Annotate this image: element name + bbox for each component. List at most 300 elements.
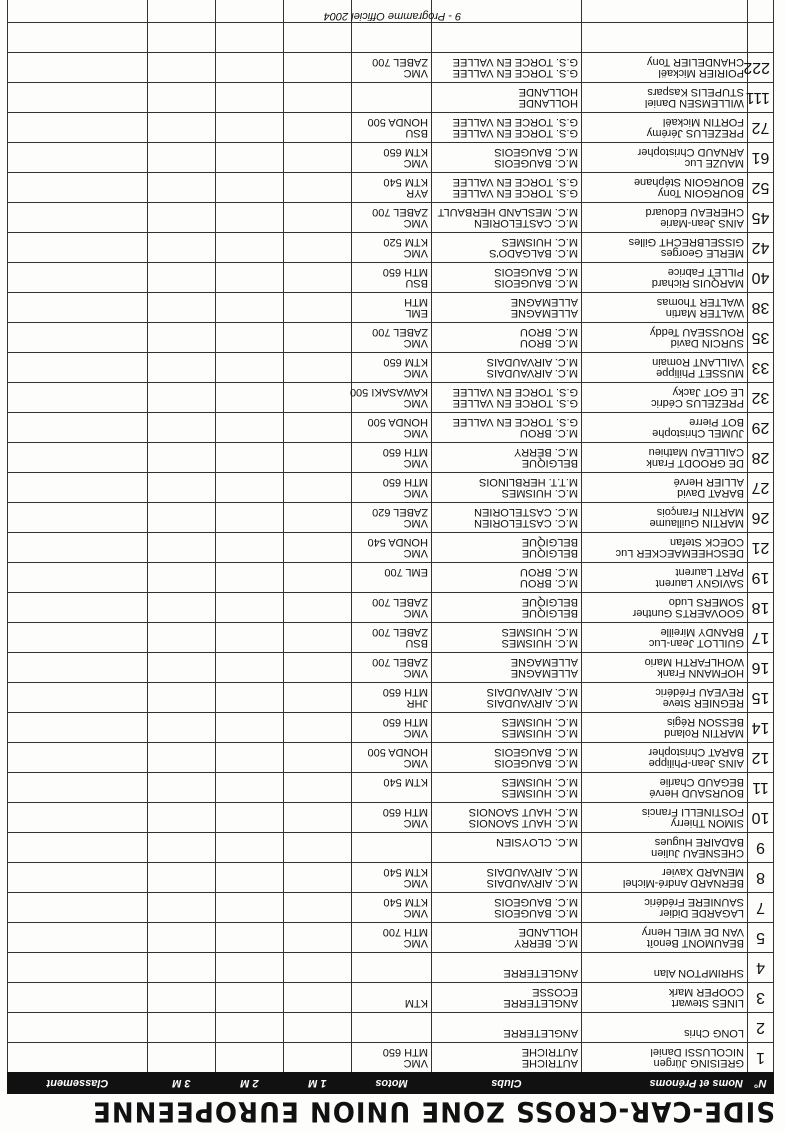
entry-clubs: [432, 833, 582, 863]
entry-clubs: [432, 683, 582, 713]
result-2m: [216, 323, 284, 353]
entry-clubs: [432, 953, 582, 983]
result-classement: [8, 713, 148, 743]
names-line-2: WALTER Thomas: [656, 296, 744, 309]
result-2m: [216, 113, 284, 143]
names-line-1: BARAT David: [677, 487, 744, 500]
motos-line-1: VMC: [403, 367, 428, 380]
names-line-1: AINS Jean-Marie: [660, 217, 744, 230]
entry-motos: [352, 263, 432, 293]
entry-clubs: [432, 1013, 582, 1043]
names-line-1: WILLEMSEN Daniel: [644, 97, 744, 110]
entry-motos: [352, 353, 432, 383]
motos-line-2: ZABEL 700: [372, 656, 428, 669]
result-2m: [216, 143, 284, 173]
entry-clubs: [432, 263, 582, 293]
result-1m: [284, 383, 352, 413]
result-3m: [148, 593, 216, 623]
clubs-line-2: G.S. TORCE EN VALLEE: [452, 176, 578, 189]
result-1m: [284, 773, 352, 803]
motos-line-1: VMC: [403, 937, 428, 950]
result-classement: [8, 293, 148, 323]
clubs-line-1: M.C. AIRVAUDAIS: [486, 877, 578, 890]
names-line-1: [585, 38, 744, 49]
motos-line-2: MTH 650: [382, 476, 428, 489]
names-line-1: CHESNEAU Julien: [651, 847, 744, 860]
names-line-2: LE GOT Jacky: [672, 386, 744, 399]
result-1m: [284, 323, 352, 353]
table-row: [8, 83, 774, 113]
result-1m: [284, 653, 352, 683]
result-3m: [148, 623, 216, 653]
entry-clubs: [432, 443, 582, 473]
result-3m: [148, 983, 216, 1013]
entry-number: 1: [748, 1043, 774, 1073]
names-line-1: DESCHEEMAECKER Luc: [615, 547, 744, 560]
table-row: [8, 383, 774, 413]
entry-names: [582, 323, 748, 353]
clubs-line-1: M.C. BAUGEOIS: [494, 757, 578, 770]
result-2m: [216, 473, 284, 503]
result-1m: [284, 23, 352, 53]
motos-line-2: MTH 650: [382, 266, 428, 279]
clubs-line-1: HOLLANDE: [518, 97, 578, 110]
motos-line-2: HONDA 500: [367, 416, 428, 429]
names-line-1: HOFMANN Frank: [657, 667, 744, 680]
names-line-2: BEGAUD Charlie: [659, 776, 744, 789]
header-names: Noms et Prénoms: [582, 1073, 748, 1094]
result-2m: [216, 263, 284, 293]
motos-line-1: KTM: [404, 997, 428, 1010]
entry-names: [582, 443, 748, 473]
clubs-line-1: M.C. BAUGEOIS: [494, 907, 578, 920]
result-1m: [284, 83, 352, 113]
motos-line-1: JHR: [406, 697, 428, 710]
clubs-line-2: M.C. BROU: [519, 326, 578, 339]
entry-clubs: [432, 893, 582, 923]
table-row: [8, 833, 774, 863]
clubs-line-1: ANGLETERRE: [503, 997, 578, 1010]
motos-line-1: [355, 788, 428, 799]
entry-number: 19: [748, 563, 774, 593]
names-line-2: NICOLUSSI Daniel: [650, 1046, 744, 1059]
table-row: [8, 593, 774, 623]
clubs-line-1: M.C. BERRY: [514, 937, 578, 950]
table-row: [8, 773, 774, 803]
entry-number: 8: [748, 863, 774, 893]
table-row: [8, 323, 774, 353]
entry-motos: [352, 233, 432, 263]
table-row: [8, 503, 774, 533]
clubs-line-1: [435, 848, 578, 859]
result-classement: [8, 563, 148, 593]
motos-line-1: VMC: [403, 247, 428, 260]
result-2m: [216, 503, 284, 533]
table-row: [8, 443, 774, 473]
clubs-line-2: M.C. AIRVAUDAIS: [486, 356, 578, 369]
motos-line-1: VMC: [403, 1057, 428, 1070]
table-row: [8, 743, 774, 773]
result-1m: [284, 203, 352, 233]
names-line-1: SURCIN David: [670, 337, 744, 350]
entry-motos: [352, 833, 432, 863]
names-line-2: [585, 1017, 744, 1028]
names-line-1: POIRIER Mickaël: [658, 67, 744, 80]
result-1m: [284, 953, 352, 983]
motos-line-2: HONDA 500: [367, 746, 428, 759]
clubs-line-1: ALLEMAGNE: [510, 307, 578, 320]
entry-clubs: [432, 983, 582, 1013]
names-line-1: SIMON Thierry: [670, 817, 744, 830]
result-1m: [284, 293, 352, 323]
names-line-2: ALLIER Hervé: [673, 476, 744, 489]
clubs-line-2: ALLEMAGNE: [510, 296, 578, 309]
result-1m: [284, 233, 352, 263]
motos-line-2: ZABEL 700: [372, 596, 428, 609]
result-classement: [8, 473, 148, 503]
entry-names: [582, 503, 748, 533]
names-line-2: FOSTINELLI Francis: [641, 806, 744, 819]
entry-clubs: [432, 623, 582, 653]
entry-names: [582, 743, 748, 773]
result-1m: [284, 143, 352, 173]
names-line-2: VAN DE WIEL Henry: [641, 926, 744, 939]
clubs-line-1: ANGLETERRE: [503, 1027, 578, 1040]
entry-motos: [352, 803, 432, 833]
motos-line-1: VMC: [403, 727, 428, 740]
table-row: [8, 203, 774, 233]
table-row: [8, 533, 774, 563]
names-line-2: GISSELBRECHT Gilles: [628, 236, 744, 249]
result-classement: [8, 983, 148, 1013]
clubs-line-2: [435, 957, 578, 968]
entry-names: [582, 863, 748, 893]
entry-motos: [352, 413, 432, 443]
entry-names: [582, 1043, 748, 1073]
result-classement: [8, 383, 148, 413]
names-line-2: [585, 27, 744, 38]
result-3m: [148, 863, 216, 893]
motos-line-2: [355, 27, 428, 38]
header-3m: 3 M: [148, 1073, 216, 1094]
clubs-line-2: M.T.T. HERBLINOIS: [478, 476, 578, 489]
clubs-line-2: M.C. HUISMES: [501, 716, 578, 729]
result-2m: [216, 683, 284, 713]
result-classement: [8, 803, 148, 833]
result-2m: [216, 23, 284, 53]
entry-number: 33: [748, 353, 774, 383]
table-row: [8, 1013, 774, 1043]
entry-motos: [352, 83, 432, 113]
clubs-line-2: [435, 27, 578, 38]
clubs-line-1: ANGLETERRE: [503, 967, 578, 980]
names-line-2: BADAIRE Hugues: [654, 836, 744, 849]
table-row: [8, 173, 774, 203]
motos-line-1: [355, 1028, 428, 1039]
motos-line-2: KTM 650: [383, 146, 428, 159]
clubs-line-1: ALLEMAGNE: [510, 667, 578, 680]
result-classement: [8, 263, 148, 293]
result-2m: [216, 383, 284, 413]
result-2m: [216, 863, 284, 893]
table-row: [8, 473, 774, 503]
motos-line-2: ZABEL 700: [372, 206, 428, 219]
clubs-line-1: M.C. HAUT SAONOIS: [468, 817, 578, 830]
clubs-line-1: M.C. BROU: [519, 337, 578, 350]
motos-line-1: VMC: [403, 217, 428, 230]
motos-line-2: MTH 650: [382, 686, 428, 699]
result-3m: [148, 953, 216, 983]
names-line-2: VAILLANT Romain: [652, 356, 744, 369]
result-3m: [148, 203, 216, 233]
entry-number: 32: [748, 383, 774, 413]
entry-names: [582, 953, 748, 983]
entry-clubs: [432, 353, 582, 383]
entry-clubs: [432, 143, 582, 173]
entry-names: [582, 713, 748, 743]
result-1m: [284, 533, 352, 563]
motos-line-1: VMC: [403, 157, 428, 170]
entry-number: 17: [748, 623, 774, 653]
motos-line-2: KTM 540: [383, 176, 428, 189]
table-row: [8, 233, 774, 263]
entry-motos: [352, 743, 432, 773]
names-line-1: DE GROODT Frank: [646, 457, 744, 470]
result-1m: [284, 563, 352, 593]
names-line-2: BOT Pierre: [689, 416, 744, 429]
entry-motos: [352, 173, 432, 203]
motos-line-2: ZABEL 700: [372, 626, 428, 639]
names-line-1: GUILLOT Jean-Luc: [648, 637, 744, 650]
motos-line-2: MTH 650: [382, 716, 428, 729]
result-3m: [148, 1013, 216, 1043]
clubs-line-1: M.C. HUISMES: [501, 727, 578, 740]
motos-line-1: VMC: [403, 457, 428, 470]
result-classement: [8, 23, 148, 53]
table-row: [8, 953, 774, 983]
entry-names: [582, 353, 748, 383]
clubs-line-1: [435, 38, 578, 49]
names-line-1: PREZELUS Cédric: [651, 397, 744, 410]
motos-line-1: [355, 98, 428, 109]
clubs-line-1: M.C. AIRVAUDAIS: [486, 367, 578, 380]
result-1m: [284, 713, 352, 743]
result-classement: [8, 773, 148, 803]
names-line-2: SOMERS Ludo: [668, 596, 744, 609]
entry-names: [582, 803, 748, 833]
table-row: [8, 413, 774, 443]
result-2m: [216, 563, 284, 593]
entry-number: 4: [748, 953, 774, 983]
entry-number: 40: [748, 263, 774, 293]
result-1m: [284, 983, 352, 1013]
entry-number: [748, 23, 774, 53]
motos-line-1: VMC: [403, 907, 428, 920]
result-3m: [148, 803, 216, 833]
table-row: [8, 923, 774, 953]
entry-clubs: [432, 653, 582, 683]
entry-number: 7: [748, 893, 774, 923]
names-line-1: SAVIGNY Laurent: [655, 577, 744, 590]
result-2m: [216, 773, 284, 803]
result-classement: [8, 443, 148, 473]
clubs-line-2: BELGIQUE: [521, 536, 578, 549]
result-1m: [284, 263, 352, 293]
motos-line-2: KTM 520: [383, 236, 428, 249]
clubs-line-1: M.C. HUISMES: [501, 487, 578, 500]
result-2m: [216, 1013, 284, 1043]
table-row: [8, 983, 774, 1013]
result-2m: [216, 233, 284, 263]
result-classement: [8, 233, 148, 263]
names-line-1: BOURSAUD Hervé: [649, 787, 744, 800]
entry-names: [582, 293, 748, 323]
motos-line-1: EML: [405, 307, 428, 320]
result-1m: [284, 893, 352, 923]
entry-number: 35: [748, 323, 774, 353]
motos-line-1: AYR: [406, 187, 428, 200]
entry-motos: [352, 473, 432, 503]
entry-names: [582, 83, 748, 113]
entry-motos: [352, 113, 432, 143]
names-line-2: MARTIN François: [656, 506, 744, 519]
entry-motos: [352, 593, 432, 623]
entry-names: [582, 413, 748, 443]
motos-line-2: KTM 540: [383, 776, 428, 789]
entry-clubs: [432, 713, 582, 743]
table-row: [8, 293, 774, 323]
result-classement: [8, 863, 148, 893]
table-row: [8, 23, 774, 53]
names-line-2: WOHLFARTH Mario: [644, 656, 744, 669]
clubs-line-2: M.C. CLOYSIEN: [496, 836, 578, 849]
result-1m: [284, 1043, 352, 1073]
header-clubs: Clubs: [432, 1073, 582, 1094]
entry-clubs: [432, 83, 582, 113]
entry-clubs: [432, 383, 582, 413]
entry-number: 21: [748, 533, 774, 563]
page-title: SIDE-CAR-CROSS ZONE UNION EUROPEENNE: [92, 1095, 775, 1127]
entry-names: [582, 563, 748, 593]
entry-number: 52: [748, 173, 774, 203]
clubs-line-2: M.C. BAUGEOIS: [494, 746, 578, 759]
entry-motos: [352, 443, 432, 473]
result-2m: [216, 593, 284, 623]
result-3m: [148, 353, 216, 383]
table-row: [8, 353, 774, 383]
table-row: [8, 713, 774, 743]
result-2m: [216, 953, 284, 983]
result-1m: [284, 863, 352, 893]
names-line-2: CAILLEAU Mathieu: [648, 446, 744, 459]
entry-clubs: [432, 413, 582, 443]
entry-names: [582, 533, 748, 563]
result-classement: [8, 113, 148, 143]
result-3m: [148, 473, 216, 503]
names-line-1: LAGARDE Didier: [659, 907, 744, 920]
entry-names: [582, 623, 748, 653]
entry-clubs: [432, 803, 582, 833]
clubs-line-2: ALLEMAGNE: [510, 656, 578, 669]
result-1m: [284, 503, 352, 533]
table-row: [8, 863, 774, 893]
names-line-2: [585, 957, 744, 968]
motos-line-1: VMC: [403, 337, 428, 350]
names-line-1: BERNARD André-Michel: [622, 877, 744, 890]
names-line-2: COECK Stefan: [670, 536, 744, 549]
result-classement: [8, 893, 148, 923]
clubs-line-2: HOLLANDE: [518, 926, 578, 939]
entry-clubs: [432, 233, 582, 263]
entry-names: [582, 263, 748, 293]
entry-names: [582, 983, 748, 1013]
clubs-line-2: M.C. BAUGEOIS: [494, 146, 578, 159]
entry-motos: [352, 23, 432, 53]
entry-clubs: [432, 533, 582, 563]
header-num: N°: [748, 1073, 774, 1094]
result-2m: [216, 53, 284, 83]
entry-number: 45: [748, 203, 774, 233]
clubs-line-1: G.S. TORCE EN VALLEE: [452, 127, 578, 140]
names-line-2: PILLET Fabrice: [667, 266, 744, 279]
motos-line-1: [355, 38, 428, 49]
names-line-1: SHRIMPTON Alan: [653, 967, 744, 980]
result-2m: [216, 893, 284, 923]
entry-clubs: [432, 113, 582, 143]
names-line-1: LINES Stewart: [671, 997, 744, 1010]
entry-motos: [349, 383, 432, 413]
result-1m: [284, 803, 352, 833]
result-2m: [216, 653, 284, 683]
motos-line-2: [355, 957, 428, 968]
result-classement: [8, 1013, 148, 1043]
result-1m: [284, 683, 352, 713]
entry-motos: [352, 863, 432, 893]
motos-line-1: VMC: [403, 547, 428, 560]
motos-line-2: KAWASAKI 500: [349, 386, 428, 399]
names-line-1: LONG Chris: [684, 1027, 744, 1040]
result-classement: [8, 653, 148, 683]
clubs-line-1: M.C. CASTELORIEN: [474, 517, 578, 530]
names-line-2: STUPELIS Kaspars: [647, 86, 744, 99]
entry-number: 2: [748, 1013, 774, 1043]
entry-clubs: [432, 23, 582, 53]
names-line-1: MARTIN Guillaume: [649, 517, 744, 530]
result-classement: [8, 503, 148, 533]
entry-motos: [352, 923, 432, 953]
clubs-line-2: M.C. HAUT SAONOIS: [468, 806, 578, 819]
names-line-1: GOOVAERTS Gunther: [632, 607, 744, 620]
result-3m: [148, 173, 216, 203]
clubs-line-2: M.C. CASTELORIEN: [474, 506, 578, 519]
entry-names: [582, 833, 748, 863]
result-2m: [216, 1043, 284, 1073]
result-classement: [8, 173, 148, 203]
motos-line-1: VMC: [403, 877, 428, 890]
result-classement: [8, 1043, 148, 1073]
names-line-2: BARAT Christopher: [648, 746, 744, 759]
motos-line-1: VMC: [403, 67, 428, 80]
clubs-line-2: M.C. MESLAND HERBAULT: [437, 206, 578, 219]
table-row: [8, 53, 774, 83]
clubs-line-2: M.C. AIRVAUDAIS: [486, 866, 578, 879]
motos-line-1: VMC: [403, 667, 428, 680]
motos-line-1: VMC: [403, 427, 428, 440]
result-2m: [216, 983, 284, 1013]
result-classement: [8, 743, 148, 773]
names-line-1: BEAUMONT Benoît: [647, 937, 744, 950]
clubs-line-1: M.C. CASTELORIEN: [474, 217, 578, 230]
